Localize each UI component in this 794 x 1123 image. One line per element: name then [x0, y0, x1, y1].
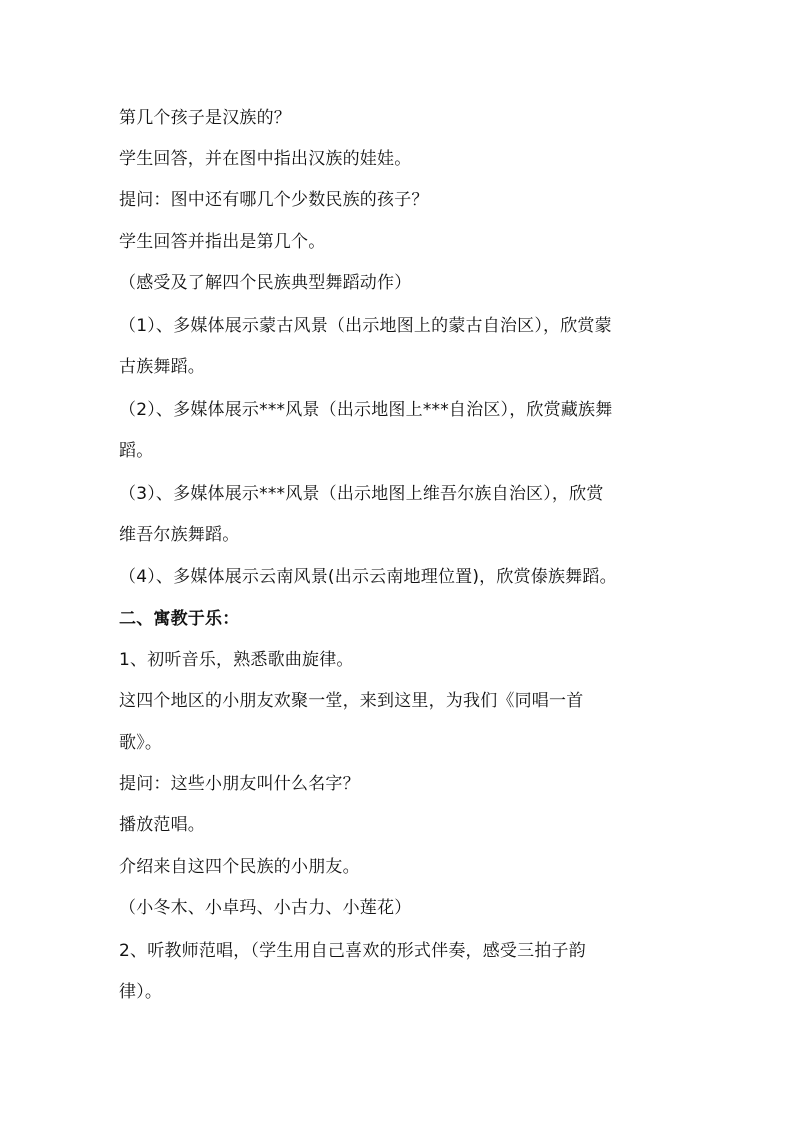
text-line: 第几个孩子是汉族的？: [119, 108, 291, 128]
text-line: 1、初听音乐，熟悉歌曲旋律。: [119, 650, 354, 670]
text-line: 学生回答，并在图中指出汉族的娃娃。: [119, 149, 412, 169]
text-line: 蹈。: [119, 441, 154, 461]
text-line: （2）、多媒体展示***风景（出示地图上***自治区），欣赏藏族舞: [119, 400, 613, 420]
text-line: 提问：图中还有哪几个少数民族的孩子？: [119, 190, 429, 210]
text-line: 学生回答并指出是第几个。: [119, 232, 326, 252]
text-line: 介绍来自这四个民族的小朋友。: [119, 857, 360, 877]
text-line: 这四个地区的小朋友欢聚一堂，来到这里，为我们《同唱一首: [119, 691, 584, 711]
text-line: 维吾尔族舞蹈。: [119, 525, 240, 545]
text-line: （小冬木、小卓玛、小古力、小莲花）: [119, 898, 412, 918]
text-line: （4）、多媒体展示云南风景(出示云南地理位置)，欣赏傣族舞蹈。: [119, 567, 617, 587]
text-line: （3）、多媒体展示***风景（出示地图上维吾尔族自治区），欣赏: [119, 484, 604, 504]
text-line: 古族舞蹈。: [119, 357, 205, 377]
text-line: （感受及了解四个民族典型舞蹈动作）: [119, 273, 412, 293]
text-line: 播放范唱。: [119, 815, 205, 835]
text-line: （1）、多媒体展示蒙古风景（出示地图上的蒙古自治区），欣赏蒙: [119, 316, 612, 336]
text-line: 律）。: [119, 982, 163, 1002]
text-line: 2、听教师范唱，（学生用自己喜欢的形式伴奏，感受三拍子韵: [119, 941, 586, 961]
text-line: 提问：这些小朋友叫什么名字？: [119, 774, 360, 794]
section-heading: 二、寓教于乐：: [119, 609, 240, 629]
text-line: 歌》。: [119, 733, 163, 753]
